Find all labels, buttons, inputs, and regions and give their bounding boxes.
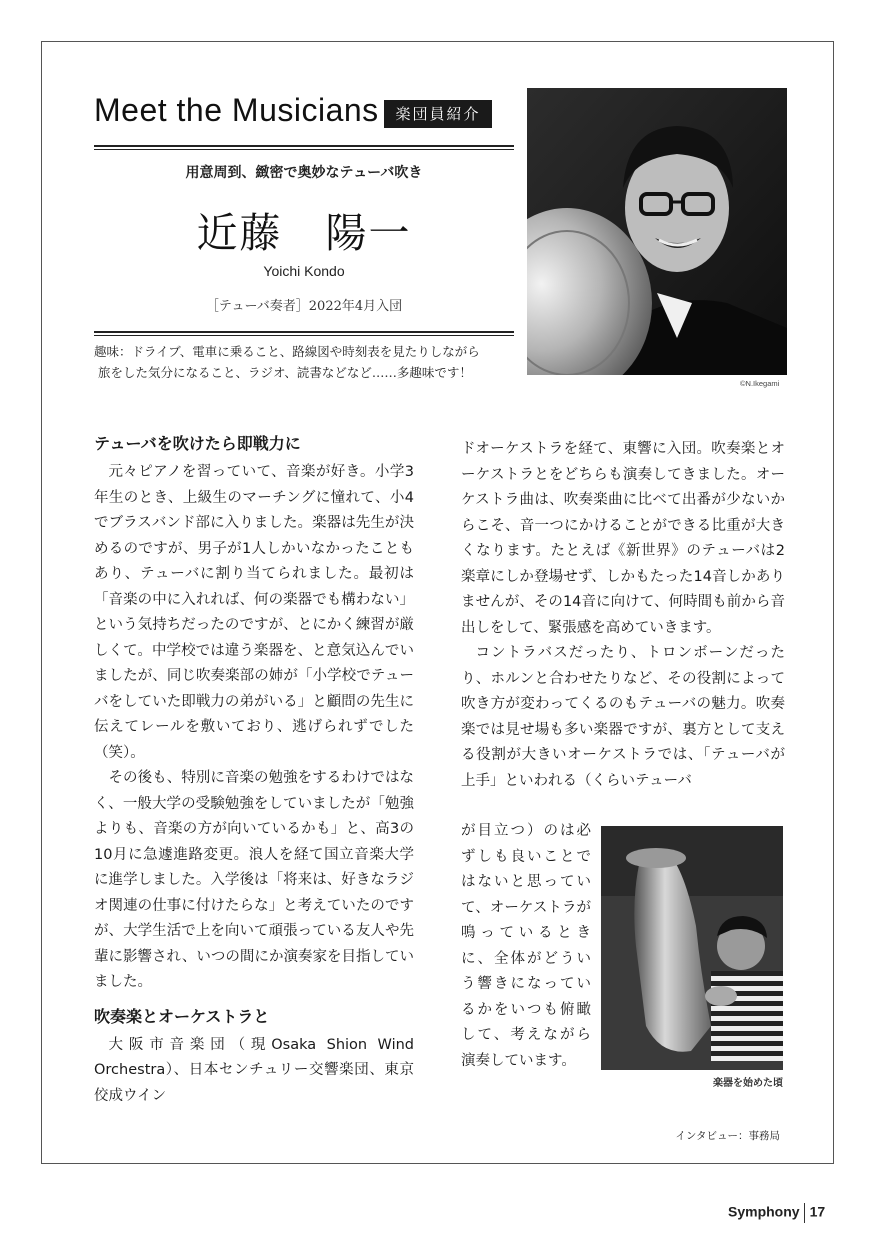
article-column-right — [461, 437, 785, 794]
page-footer — [728, 1203, 825, 1223]
musician-role: ［テューバ奏者］2022年4月入団 — [205, 299, 403, 314]
portrait-illustration — [527, 88, 787, 375]
title-rule — [94, 145, 514, 150]
childhood-illustration — [601, 826, 783, 1070]
article-column-left — [94, 431, 414, 1109]
article-heading-2: 吹奏楽とオーケストラと — [94, 1006, 270, 1026]
article-paragraph-4: コントラバスだったり、トロンボーンだったり、ホルンと合わせたりなど、その役割によって吹き方が変わってくるのもテューバの魅力。吹奏楽では見せ場も多い楽器ですが、裏方として支える役割が大きいオーケストラでは、「テューバが上手」といわれる（くらいテューバ — [461, 645, 785, 789]
article-paragraph-2: その後も、特別に音楽の勉強をするわけではなく、一般大学の受験勉強をしていましたが「勉強よりも、音楽の方が向いているかも」と、高3の10月に急遽進路変更。浪人を経て国立音楽大学に進学しました。入学後は「将来は、好きなラジオ関連の仕事に付けたらな」と考えていたのですが、大学生活で上を向いて頑張っている友人や先輩に影響され、いつの間にか演奏家を目指していました。 — [94, 770, 414, 990]
article-heading-1: テューバを吹けたら即戦力に — [94, 434, 301, 453]
article-paragraph-3-cont: ドオーケストラを経て、東響に入団。吹奏楽とオーケストラとをどちらも演奏してきました。オーケストラ曲は、吹奏楽曲に比べて出番が少ないからこそ、音一つにかけることができる比重が大きくなります。たとえば《新世界》のテューバは2楽章にしか登場せず、しかもたった14音しかありませんが、その14音に向けて、何時間も前から音出しをして、緊張感を高めていきます。 — [461, 441, 785, 636]
magazine-name: Symphony — [728, 1203, 800, 1220]
article-paragraph-3: 大阪市音楽団（現Osaka Shion Wind Orchestra）、日本センチュリー交響楽団、東京佼成ウイン — [94, 1036, 414, 1104]
childhood-photo-caption: 楽器を始めた頃 — [713, 1078, 783, 1089]
musician-name-jp: 近藤 陽一 — [196, 209, 412, 257]
hobby-text — [94, 341, 518, 383]
profile-subtitle: 用意周到、緻密で奥妙なテューバ吹き — [185, 165, 423, 181]
photo-credit: ©N.Ikegami — [740, 379, 780, 388]
musician-name-en: Yoichi Kondo — [263, 263, 345, 279]
interview-credit: インタビュー：事務局 — [675, 1130, 780, 1142]
article-paragraph-4-cont: が目立つ）のは必ずしも良いことではないと思っていて、オーケストラが鳴っているときに、全体がどういう響きになっているかをいつも俯瞰して、考えながら演奏しています。 — [461, 823, 591, 1069]
profile-rule — [94, 331, 514, 336]
hobby-line-1: 趣味：ドライブ、電車に乗ること、路線図や時刻表を見たりしながら — [94, 344, 480, 359]
section-badge: 楽団員紹介 — [384, 100, 492, 128]
article-paragraph-1: 元々ピアノを習っていて、音楽が好き。小学3年生のとき、上級生のマーチングに憧れて、小4でブラスバンド部に入りました。楽器は先生が決めるのですが、男子が1人しかいなかったこともあり、テューバに割り当てられました。最初は「音楽の中に入れれば、何の楽器でも構わない」という気持ちだったのですが、とにかく練習が厳しくて。中学校では違う楽器を、と意気込んでいましたが、同じ吹奏楽部の姉が「小学校でテューバをしていた即戦力の弟がいる」と顧問の先生に伝えてレールを敷いており、逃げられずでした（笑）。 — [94, 464, 414, 761]
portrait-photo — [527, 88, 787, 375]
footer-separator — [804, 1203, 805, 1223]
childhood-photo — [601, 826, 783, 1070]
page-number: 17 — [809, 1203, 826, 1220]
section-title: Meet the Musicians — [94, 92, 379, 128]
hobby-line-2: 旅をした気分になること、ラジオ、読書などなど……多趣味です！ — [98, 365, 472, 380]
